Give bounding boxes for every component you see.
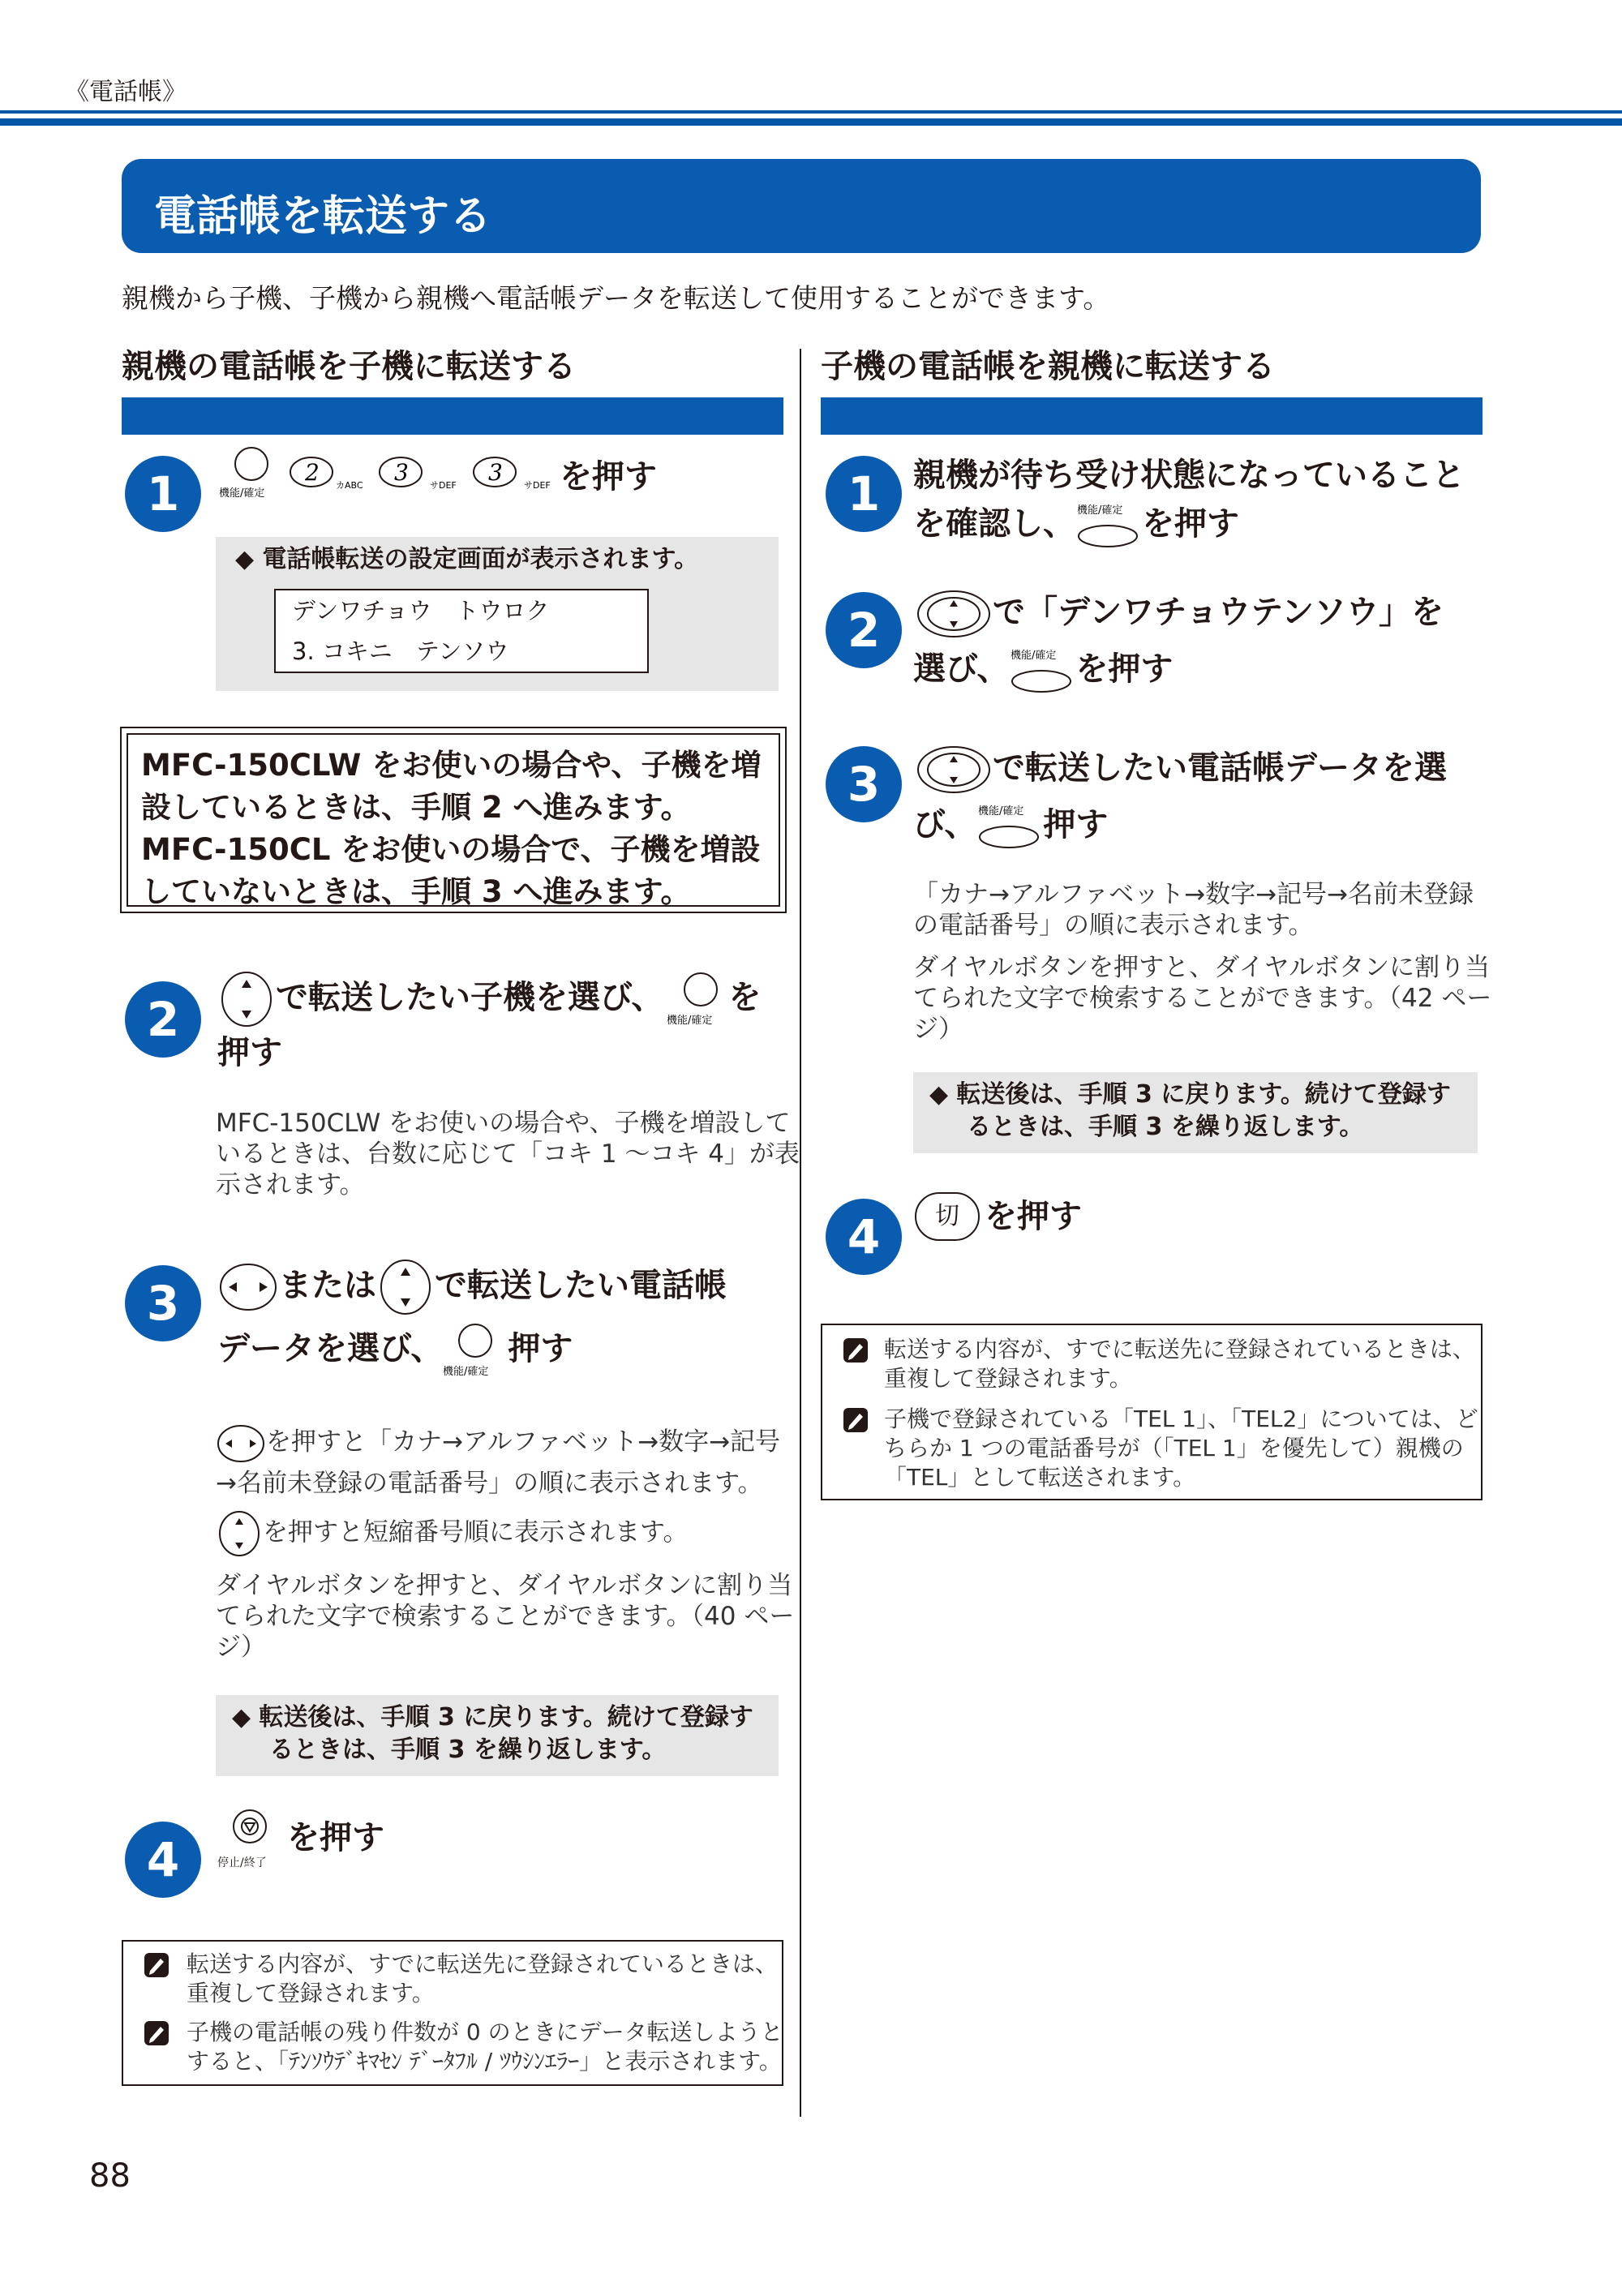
bullet-text: るときは、手順 3 を繰り返します。 — [967, 1113, 1364, 1141]
note-line: 重複して登録されます。 — [884, 1365, 1132, 1392]
note-line: ちらか 1 つの電話番号が（「TEL 1」を優先して）親機の — [884, 1435, 1464, 1461]
left-step3-bullet: ◆ 転送後は、手順 3 に戻ります。続けて登録す るときは、手順 3 を繰り返します。 — [232, 1702, 753, 1766]
kiri-button-icon: 切 — [915, 1192, 980, 1241]
note-line: 子機の電話帳の残り件数が 0 のときにデータ転送しようと — [187, 2019, 783, 2045]
left-step2-body — [216, 1108, 800, 1200]
bullet-text: 転送後は、手順 3 に戻ります。続けて登録す — [259, 1703, 753, 1732]
svg-text:機能/確定: 機能/確定 — [667, 1015, 713, 1027]
func-confirm-button-icon — [976, 801, 1043, 852]
right-heading-bar — [821, 397, 1483, 435]
notice-line: MFC-150CLW をお使いの場合や、子機を増 — [141, 748, 762, 783]
svg-text:サDEF: サDEF — [430, 480, 457, 491]
lcd-display — [274, 589, 649, 673]
svg-text:機能/確定: 機能/確定 — [978, 805, 1024, 818]
note-icon — [143, 2019, 170, 2047]
up-down-button-icon — [913, 745, 993, 795]
svg-text:3: 3 — [488, 459, 503, 486]
body-line: MFC-150CLW をお使いの場合や、子機を増設して — [216, 1109, 791, 1138]
svg-text:機能/確定: 機能/確定 — [443, 1366, 489, 1378]
left-step1-number: 1 — [125, 456, 201, 532]
notice-inner — [127, 733, 780, 907]
svg-text:サDEF: サDEF — [524, 480, 551, 491]
body-line: を押すと「カナ→アルファベット→数字→記号 — [266, 1427, 781, 1457]
svg-text:機能/確定: 機能/確定 — [219, 487, 265, 500]
step-text: データを選び、 — [217, 1330, 444, 1367]
lcd-line2: 3. コキニ テンソウ — [292, 637, 509, 665]
right-step3-number: 3 — [826, 746, 902, 822]
body-line: ジ） — [913, 1015, 963, 1044]
func-confirm-button-icon — [1009, 646, 1075, 696]
stop-button-key — [212, 1807, 285, 1875]
left-step3-body1 — [216, 1423, 780, 1503]
left-step4-number: 4 — [125, 1822, 201, 1898]
left-step3-body2 — [216, 1510, 689, 1557]
up-down-button-icon — [216, 1510, 263, 1557]
step-text: を — [728, 979, 762, 1016]
svg-text:機能/確定: 機能/確定 — [1077, 504, 1123, 517]
note-line: すると、「ﾃﾝｿｳﾃﾞｷﾏｾﾝ ﾃﾞｰﾀﾌﾙ / ﾂｳｼﾝｴﾗｰ」と表示されます。 — [187, 2048, 782, 2075]
left-step1-text: を押す — [560, 458, 657, 496]
step-text: 選び、 — [913, 650, 1010, 688]
step-text: 押す — [508, 1330, 573, 1367]
column-divider — [800, 349, 801, 2117]
step-text: 押す — [1043, 806, 1109, 843]
note-icon — [842, 1406, 869, 1434]
right-note1 — [842, 1335, 1475, 1393]
notice-line: 設しているときは、手順 2 へ進みます。 — [141, 790, 691, 825]
page-title: 電話帳を転送する — [154, 192, 492, 241]
left-heading-bar — [122, 397, 783, 435]
body-line: →名前未登録の電話番号」の順に表示されます。 — [216, 1468, 763, 1498]
right-step3-body2 — [913, 952, 1491, 1045]
note-icon — [842, 1337, 869, 1364]
step-text: を確認し、 — [913, 505, 1075, 543]
header-rule-thick — [0, 118, 1622, 126]
up-down-button-icon — [217, 970, 276, 1028]
right-step1-text — [913, 451, 1465, 551]
right-step4-number: 4 — [826, 1199, 902, 1275]
func-confirm-button-icon — [443, 1321, 508, 1380]
note-line: 転送する内容が、すでに転送先に登録されているときは、 — [884, 1336, 1475, 1363]
svg-text:機能/確定: 機能/確定 — [1011, 650, 1057, 662]
body-line: ダイヤルボタンを押すと、ダイヤルボタンに割り当 — [216, 1571, 793, 1600]
svg-text:2: 2 — [305, 459, 320, 486]
func-confirm-button-icon — [1075, 500, 1142, 551]
step-text: で転送したい電話帳 — [435, 1267, 727, 1304]
body-line: てられた文字で検索することができます。（42 ペー — [913, 984, 1492, 1013]
right-step3-body1 — [913, 879, 1474, 941]
left-right-button-icon — [217, 1261, 279, 1313]
left-step1-bullet-text: 電話帳転送の設定画面が表示されます。 — [262, 545, 699, 573]
note-line: 「TEL」として転送されます。 — [884, 1464, 1196, 1491]
page-number: 88 — [89, 2157, 131, 2195]
left-note2 — [143, 2018, 783, 2076]
left-step2-number: 2 — [125, 981, 201, 1058]
notice-line: していないときは、手順 3 へ進みます。 — [141, 874, 691, 909]
body-line: の電話番号」の順に表示されます。 — [913, 911, 1314, 940]
step-text: を押す — [1142, 505, 1239, 543]
right-step2-number: 2 — [826, 592, 902, 668]
up-down-button-icon — [913, 589, 993, 639]
bullet-text: 転送後は、手順 3 に戻ります。続けて登録す — [956, 1080, 1451, 1109]
left-step3-number: 3 — [125, 1265, 201, 1341]
left-step3-body3 — [216, 1570, 794, 1663]
right-step3-bullet: ◆ 転送後は、手順 3 に戻ります。続けて登録す るときは、手順 3 を繰り返します。 — [929, 1079, 1451, 1144]
body-line: 示されます。 — [216, 1170, 365, 1199]
left-step3-text — [217, 1254, 727, 1380]
right-step4-text: を押す — [985, 1198, 1082, 1235]
left-note1 — [143, 1950, 778, 2008]
left-right-button-icon — [216, 1423, 266, 1464]
body-line: 「カナ→アルファベット→数字→記号→名前未登録 — [913, 880, 1474, 909]
step-text: を押す — [1075, 650, 1174, 688]
right-step3-text — [913, 740, 1447, 853]
step-text: で「デンワチョウテンソウ」を — [993, 594, 1444, 631]
note-icon — [143, 1951, 170, 1979]
note-line: 子機で登録されている「TEL 1」、「TEL2」については、ど — [884, 1405, 1478, 1432]
left-step1-keys — [217, 446, 558, 506]
svg-text:カABC: カABC — [336, 480, 363, 491]
notice-box — [120, 727, 787, 913]
func-confirm-button-icon — [663, 970, 728, 1028]
body-line: いるときは、台数に応じて「コキ 1 〜コキ 4」が表 — [216, 1139, 800, 1169]
step-text: で転送したい電話帳データを選 — [993, 749, 1447, 787]
right-note2 — [842, 1405, 1478, 1492]
right-step2-text — [913, 584, 1444, 697]
step-text: または — [279, 1267, 376, 1304]
header-rule-thin — [0, 110, 1622, 114]
body-line: ダイヤルボタンを押すと、ダイヤルボタンに割り当 — [913, 953, 1491, 982]
step-text: で転送したい子機を選び、 — [276, 979, 664, 1016]
note-line: 重複して登録されます。 — [187, 1980, 435, 2006]
intro-text: 親機から子機、子機から親機へ電話帳データを転送して使用することができます。 — [122, 282, 1110, 314]
left-step1-bullet: ◆ 電話帳転送の設定画面が表示されます。 — [235, 545, 699, 573]
svg-text:3: 3 — [394, 459, 409, 486]
step-text: び、 — [913, 806, 977, 843]
notice-line: MFC-150CL をお使いの場合で、子機を増設 — [141, 832, 761, 867]
note-line: 転送する内容が、すでに転送先に登録されているときは、 — [187, 1951, 778, 1977]
stop-button-label: 停止/終了 — [217, 1856, 267, 1869]
right-heading: 子機の電話帳を親機に転送する — [821, 348, 1275, 385]
up-down-button-icon — [376, 1258, 435, 1316]
lcd-line1: デンワチョウ トウロク — [292, 597, 550, 624]
section-label: 《電話帳》 — [65, 78, 187, 106]
left-step4-text: を押す — [287, 1819, 384, 1856]
body-line: を押すと短縮番号順に表示されます。 — [263, 1517, 689, 1547]
step-text: 親機が待ち受け状態になっていること — [913, 457, 1465, 494]
step-text: 押す — [217, 1034, 282, 1071]
key-sequence-icon — [217, 446, 558, 503]
body-line: てられた文字で検索することができます。（40 ペー — [216, 1602, 795, 1631]
left-heading: 親機の電話帳を子機に転送する — [122, 348, 576, 385]
right-step1-number: 1 — [826, 456, 902, 532]
left-step2-text — [217, 970, 761, 1077]
body-line: ジ） — [216, 1633, 266, 1662]
bullet-text: るときは、手順 3 を繰り返します。 — [269, 1736, 667, 1764]
